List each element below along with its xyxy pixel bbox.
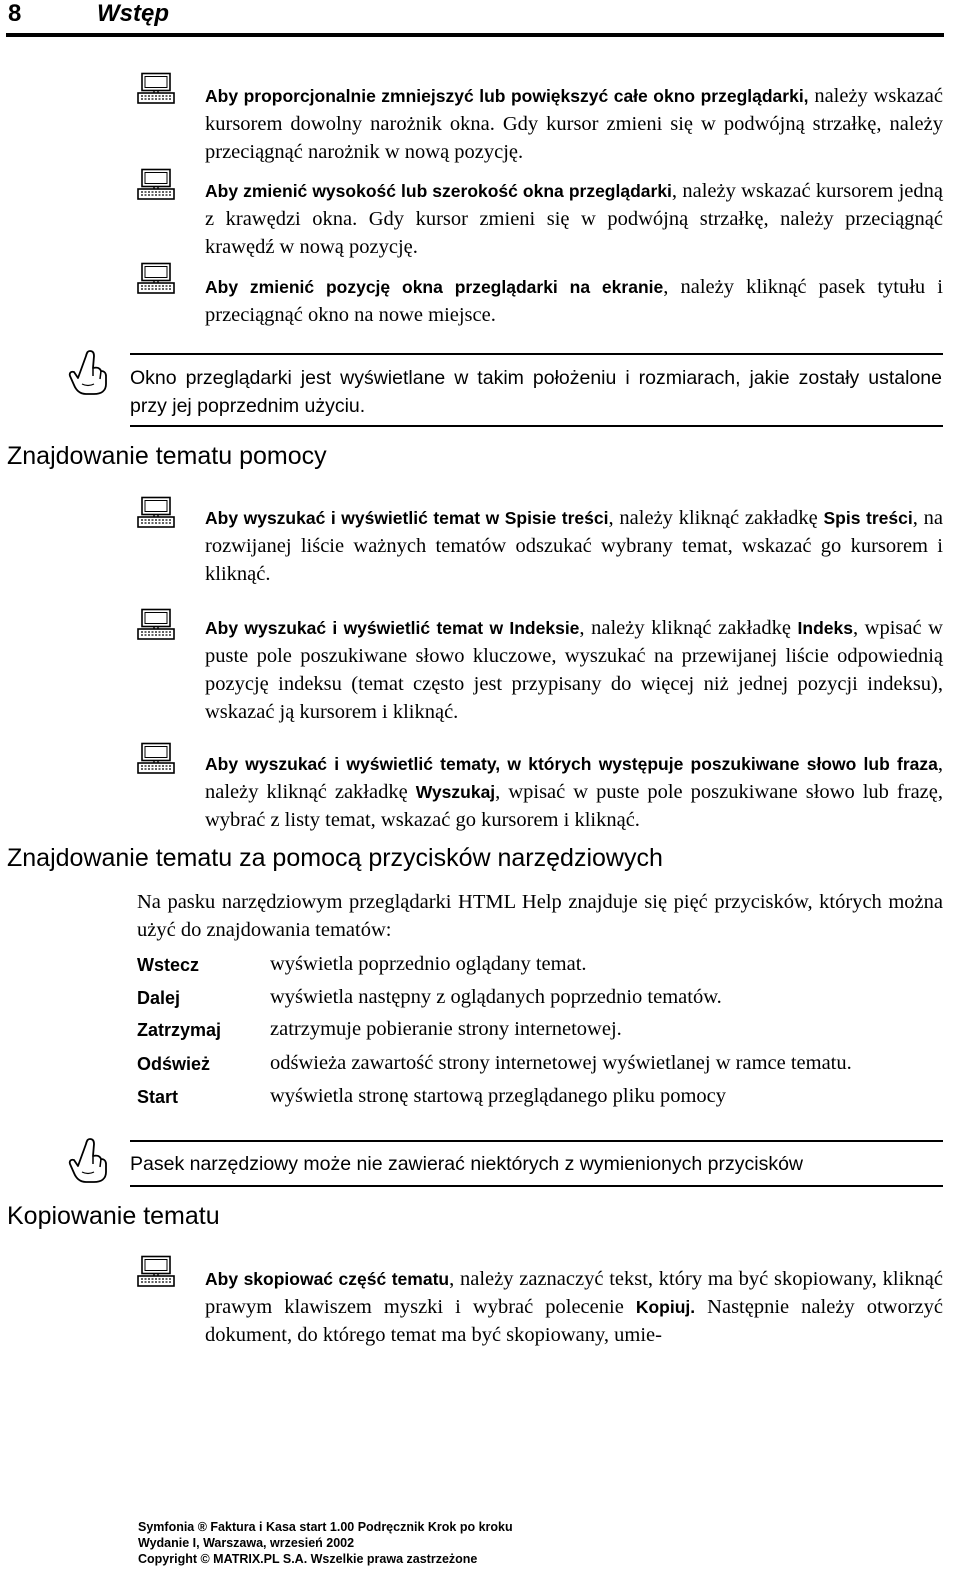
note-bottom-rule xyxy=(130,425,943,427)
tab-name-search: Wyszukaj xyxy=(415,782,496,802)
computer-icon xyxy=(137,168,175,200)
step-contents xyxy=(205,504,943,588)
step-lead: Aby wyszukać i wyświetlić temat w Indeksie xyxy=(205,618,580,638)
step-text: , należy kliknąć zakładkę xyxy=(579,617,798,639)
step-copy xyxy=(205,1265,943,1349)
step-text: , wpisać w puste pole poszukiwane słowo lub frazę, wybrać z listy temat, wskazać go kursorem i kliknąć. xyxy=(205,781,943,831)
step-search xyxy=(205,750,943,834)
step-text: , na rozwijanej liście ważnych tematów odszukać wybrany temat, wskazać go kursorem i kliknąć. xyxy=(205,507,943,585)
step-text: należy wskazać kursorem dowolny narożnik okna. Gdy kursor zmieni się w podwójną strzałkę, należy przeciągnąć narożnik w nową pozycję. xyxy=(205,85,943,163)
step-lead: Aby wyszukać i wyświetlić temat w Spisie treści xyxy=(205,508,609,528)
step-lead: Aby zmienić wysokość lub szerokość okna przeglądarki xyxy=(205,181,672,201)
step-text: , należy kliknąć zakładkę xyxy=(205,753,943,803)
term-back: Wstecz xyxy=(137,955,200,975)
step-move-window xyxy=(205,273,943,329)
note-bottom-rule xyxy=(130,1185,943,1187)
footer-product: Symfonia ® Faktura i Kasa start 1.00 Podręcznik Krok po kroku xyxy=(138,1520,513,1534)
intro-paragraph: Na pasku narzędziowym przeglądarki HTML Help znajduje się pięć przycisków, których można użyć do znajdowania tematów: xyxy=(137,891,943,941)
note-top-rule xyxy=(130,1140,943,1142)
footer-edition: Wydanie I, Warszawa, wrzesień 2002 xyxy=(138,1536,355,1550)
section-heading-toolbar-buttons: Znajdowanie tematu za pomocą przycisków narzędziowych xyxy=(7,844,663,872)
term-forward: Dalej xyxy=(137,988,181,1008)
tab-name-index: Indeks xyxy=(797,618,853,638)
computer-icon xyxy=(137,742,175,774)
step-text: , należy wskazać kursorem jedną z krawędzi okna. Gdy kursor zmieni się w podwójną strzałkę, należy przeciągnąć krawędź w nową pozycję. xyxy=(205,180,943,258)
computer-icon xyxy=(137,262,175,294)
step-text: , należy kliknąć zakładkę xyxy=(608,507,824,529)
step-index xyxy=(205,614,943,726)
step-lead: Aby skopiować część tematu xyxy=(205,1269,450,1289)
note-top-rule xyxy=(130,353,943,355)
def-home: wyświetla stronę startową przeglądanego pliku pomocy xyxy=(270,1085,726,1107)
step-text: , należy zaznaczyć tekst, który ma być skopiowany, kliknąć prawym klawiszem myszki i wybrać polecenie xyxy=(205,1268,943,1318)
section-heading-copy-topic: Kopiowanie tematu xyxy=(7,1202,220,1230)
step-resize-window xyxy=(205,82,943,166)
section-heading-find-topic: Znajdowanie tematu pomocy xyxy=(7,442,327,470)
note-toolbar-buttons: Pasek narzędziowy może nie zawierać niektórych z wymienionych przycisków xyxy=(130,1153,804,1175)
step-lead: Aby zmienić pozycję okna przeglądarki na ekranie xyxy=(205,277,664,297)
term-refresh: Odśwież xyxy=(137,1054,211,1074)
header-rule xyxy=(6,33,944,37)
def-forward: wyświetla następny z oglądanych poprzednio tematów. xyxy=(270,986,722,1008)
step-text: , wpisać w puste pole poszukiwane słowo kluczowe, wyszukać na przewijanej liście odpowiednią pozycję indeksu (temat często jest przypisany do więcej niż jednej pozycji indeksu), wskazać ją kursorem i kliknąć. xyxy=(205,617,943,723)
step-lead: Aby wyszukać i wyświetlić tematy, w których występuje poszukiwane słowo lub fraza xyxy=(205,754,938,774)
computer-icon xyxy=(137,1255,175,1287)
footer-copyright: Copyright © MATRIX.PL S.A. Wszelkie prawa zastrzeżone xyxy=(138,1552,478,1566)
computer-icon xyxy=(137,608,175,640)
step-lead: Aby proporcjonalnie zmniejszyć lub powiększyć całe okno przeglądarki, xyxy=(205,86,809,106)
step-resize-edge xyxy=(205,177,943,261)
def-stop: zatrzymuje pobieranie strony internetowej. xyxy=(270,1018,622,1040)
computer-icon xyxy=(137,496,175,528)
term-stop: Zatrzymaj xyxy=(137,1020,222,1040)
def-back: wyświetla poprzednio oglądany temat. xyxy=(270,953,587,975)
page-number: 8 xyxy=(8,0,22,27)
chapter-title: Wstęp xyxy=(97,0,169,27)
pointing-hand-icon xyxy=(68,348,108,396)
pointing-hand-icon xyxy=(68,1136,108,1184)
tab-name-contents: Spis treści xyxy=(823,508,913,528)
step-text: , należy kliknąć pasek tytułu i przeciągnąć okno na nowe miejsce. xyxy=(205,276,943,326)
def-refresh: odświeża zawartość strony internetowej wyświetlanej w ramce tematu. xyxy=(270,1052,852,1074)
step-text: Następnie należy otworzyć dokument, do którego temat ma być skopiowany, umie- xyxy=(205,1296,943,1346)
computer-icon xyxy=(137,72,175,104)
term-home: Start xyxy=(137,1087,179,1107)
command-copy: Kopiuj. xyxy=(635,1297,696,1317)
note-window-position: Okno przeglądarki jest wyświetlane w takim położeniu i rozmiarach, jakie zostały ustalone przy jej poprzednim użyciu. xyxy=(130,367,942,417)
